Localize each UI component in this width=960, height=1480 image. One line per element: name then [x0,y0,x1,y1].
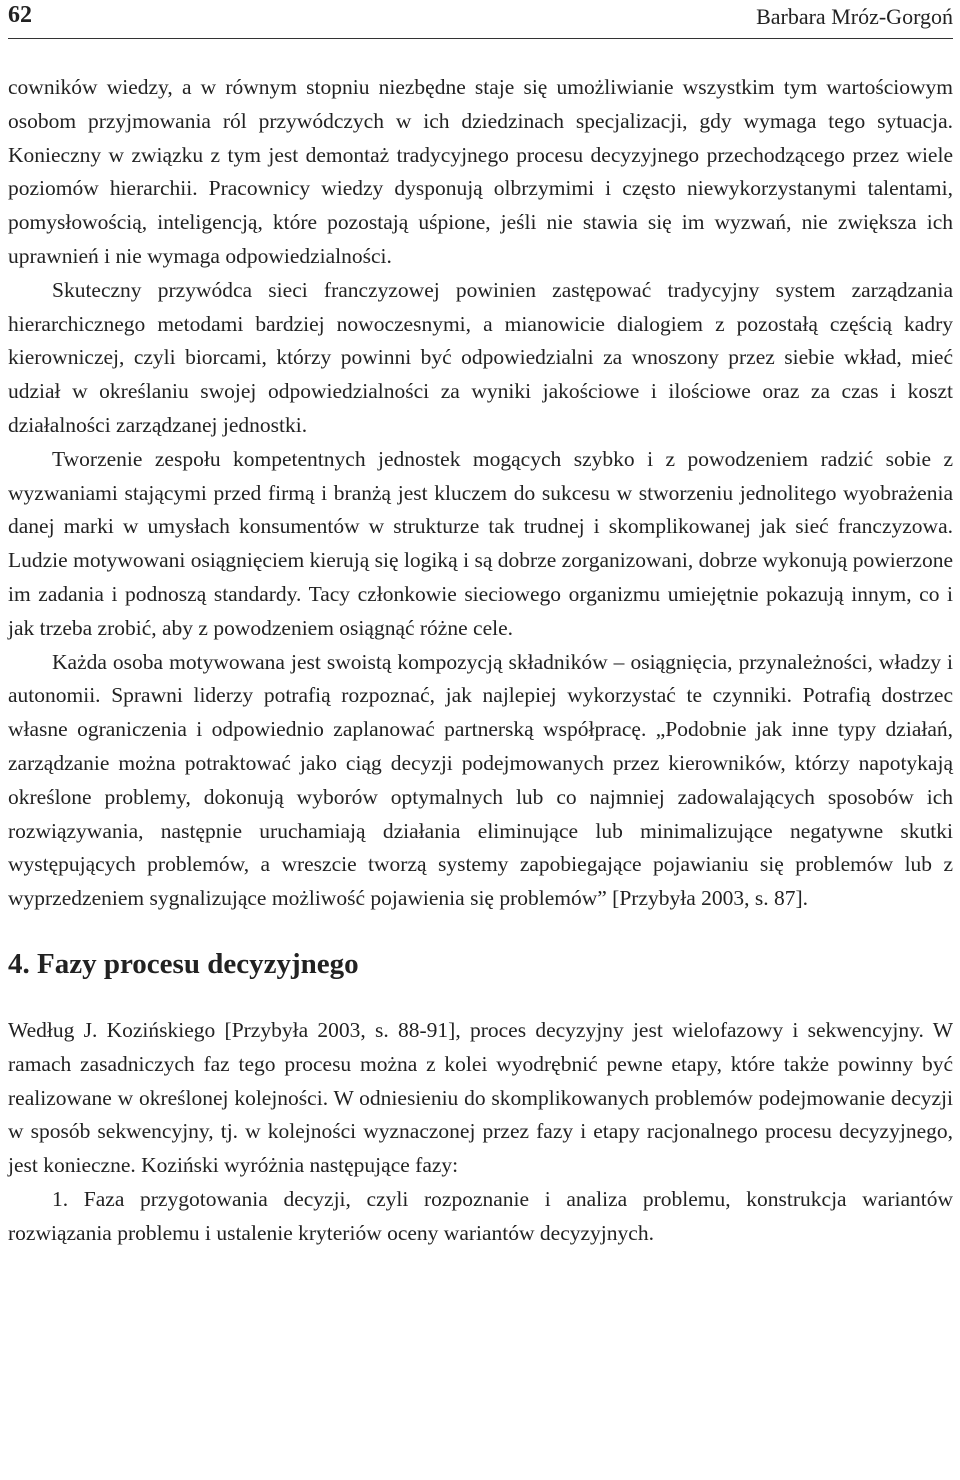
paragraph: Skuteczny przywódca sieci franczyzowej powinien zastępować tradycyjny system zarządzania hierarchicznego metodami bardziej nowoczesnymi, a mianowicie dialogiem z pozostałą częścią kadry kierowniczej, czyli biorcami, którzy powinni być odpowiedzialni za wnoszony przez siebie wkład, mieć udział w określaniu swojej odpowiedzialności za wyniki jakościowe i ilościowe oraz za czas i koszt działalności zarządzanej jednostki. [8,277,953,437]
paragraph: Tworzenie zespołu kompetentnych jednostek mogących szybko i z powodzeniem radzić sobie z wyzwaniami stającymi przed firmą i branżą jest kluczem do sukcesu w stworzeniu jednolitego wyobrażenia danej marki w umysłach konsumentów w strukturze tak trudnej i skomplikowanej jak sieć franczyzowa. Ludzie motywowani osiągnięciem kierują się logiką i są dobrze zorganizowani, dobrze wykonują powierzone im zadania i podnoszą standardy. Tacy członkowie sieciowego organizmu umiejętnie pokazują innym, co i jak trzeba zrobić, aby z powodzeniem osiągnąć różne cele. [8,446,953,640]
document-page [8,0,953,1480]
paragraph: Każda osoba motywowana jest swoistą kompozycją składników – osiągnięcia, przynależności, władzy i autonomii. Sprawni liderzy potrafią rozpoznać, jak najlepiej wykorzystać te czynniki. Potrafią dostrzec własne ograniczenia i odpowiednio zaplanować partnerską współpracę. „Podobnie jak inne typy działań, zarządzanie można potraktować jako ciąg decyzji podejmowanych przez kierowników, którzy napotykają określone problemy, dokonują wyborów optymalnych lub co najmniej zadowalających sposobów ich rozwiązywania, następnie uruchamiają działania eliminujące lub minimalizujące negatywne skutki występujących problemów, a wreszcie tworzą systemy zapobiegające pojawianiu się problemów lub z wyprzedzeniem sygnalizujące możliwość pojawienia się problemów” [Przybyła 2003, s. 87]. [8,649,953,911]
running-head [8,0,953,39]
page-number: 62 [8,2,32,28]
section-paragraph: Według J. Kozińskiego [Przybyła 2003, s. 88-91], proces decyzyjny jest wielofazowy i sekwencyjny. W ramach zasadniczych faz tego procesu można z kolei wyodrębnić pewne etapy, które także powinny być realizowane w określonej kolejności. W odniesieniu do skomplikowanych problemów podejmowanie decyzji w sposób sekwencyjny, tj. w kolejności wyznaczonej przez fazy i etapy racjonalnego procesu decyzyjnego, jest konieczne. Koziński wyróżnia następujące fazy: [8,1017,953,1178]
list-item: 1. Faza przygotowania decyzji, czyli rozpoznanie i analiza problemu, konstrukcja wariantów rozwiązania problemu i ustalenie kryteriów oceny wariantów decyzyjnych. [8,1186,953,1245]
section-heading: 4. Fazy procesu decyzyjnego [8,947,359,980]
running-head-author: Barbara Mróz-Gorgoń [756,4,953,29]
paragraph-continuation: cowników wiedzy, a w równym stopniu niezbędne staje się umożliwianie wszystkim tym wartościowym osobom przyjmowania ról przywódczych w ich dziedzinach specjalizacji, gdy wymaga tego sytuacja. Konieczny w związku z tym jest demontaż tradycyjnego procesu decyzyjnego przechodzącego przez wiele poziomów hierarchii. Pracownicy wiedzy dysponują olbrzymimi i często niewykorzystanymi talentami, pomysłowością, inteligencją, które pozostają uśpione, jeśli nie stawia się im wyzwań, nie zwiększa ich uprawnień i nie wymaga odpowiedzialności. [8,75,953,268]
body-text [8,71,953,1251]
